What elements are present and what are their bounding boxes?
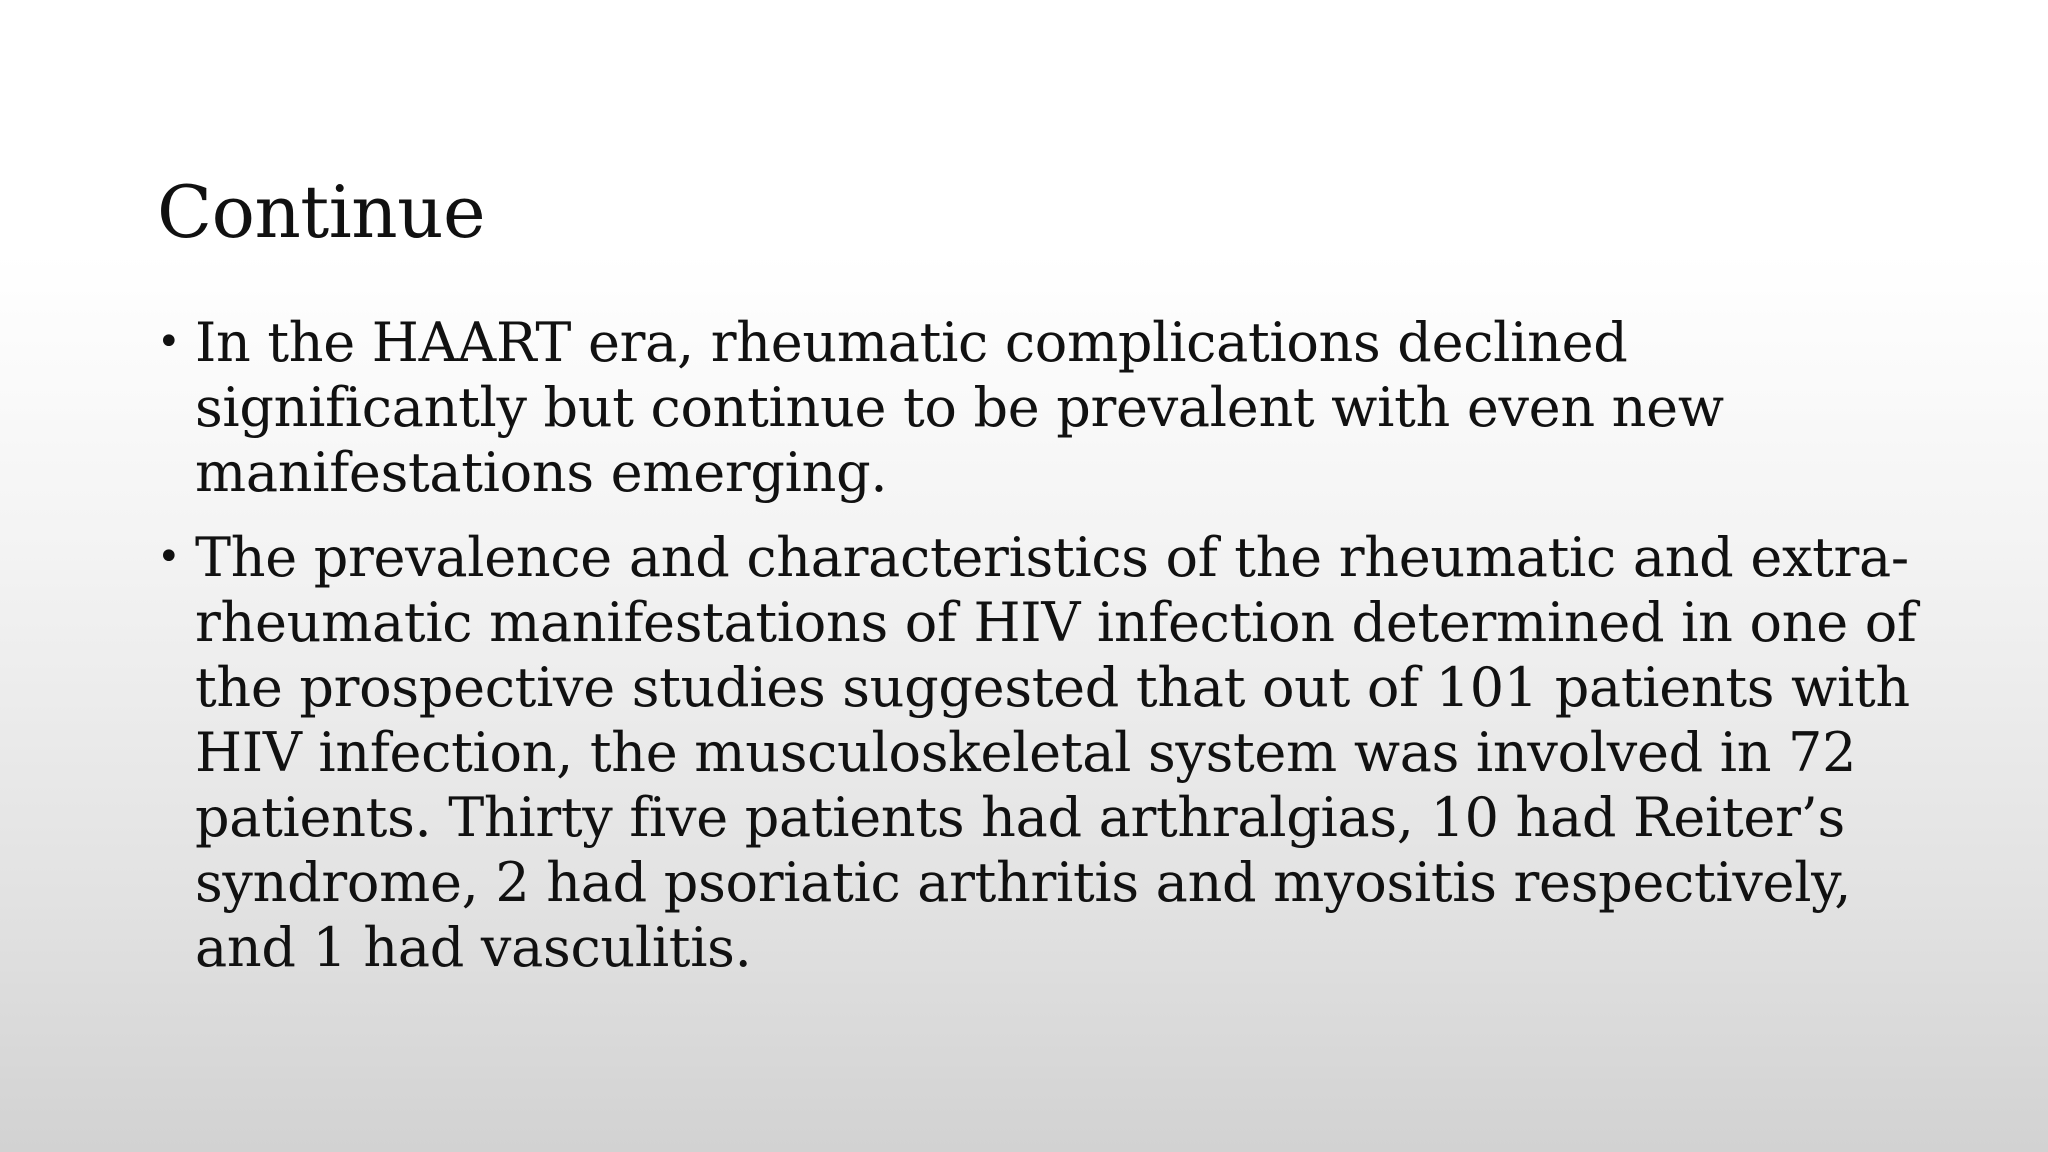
bullet-line: manifestations emerging. <box>195 441 888 504</box>
bullet-line: HIV infection, the musculoskeletal system was involved in 72 <box>195 721 1857 784</box>
bullet-line: rheumatic manifestations of HIV infection determined in one of <box>195 591 1917 654</box>
bullet-line: syndrome, 2 had psoriatic arthritis and myositis respectively, <box>195 851 1852 914</box>
slide-title: Continue <box>157 170 486 254</box>
bullet-item-haart-era <box>157 310 1917 505</box>
bullet-line: In the HAART era, rheumatic complications declined <box>195 311 1628 374</box>
bullet-line: The prevalence and characteristics of the rheumatic and extra- <box>195 526 1909 589</box>
bullet-line: patients. Thirty five patients had arthralgias, 10 had Reiter’s <box>195 786 1845 849</box>
bullet-list <box>157 310 1917 1000</box>
bullet-dot-icon: • <box>157 534 181 580</box>
bullet-item-prevalence <box>157 525 1917 980</box>
bullet-line: the prospective studies suggested that out of 101 patients with <box>195 656 1910 719</box>
bullet-dot-icon: • <box>157 319 181 365</box>
bullet-line: and 1 had vasculitis. <box>195 916 752 979</box>
bullet-line: significantly but continue to be prevalent with even new <box>195 376 1724 439</box>
